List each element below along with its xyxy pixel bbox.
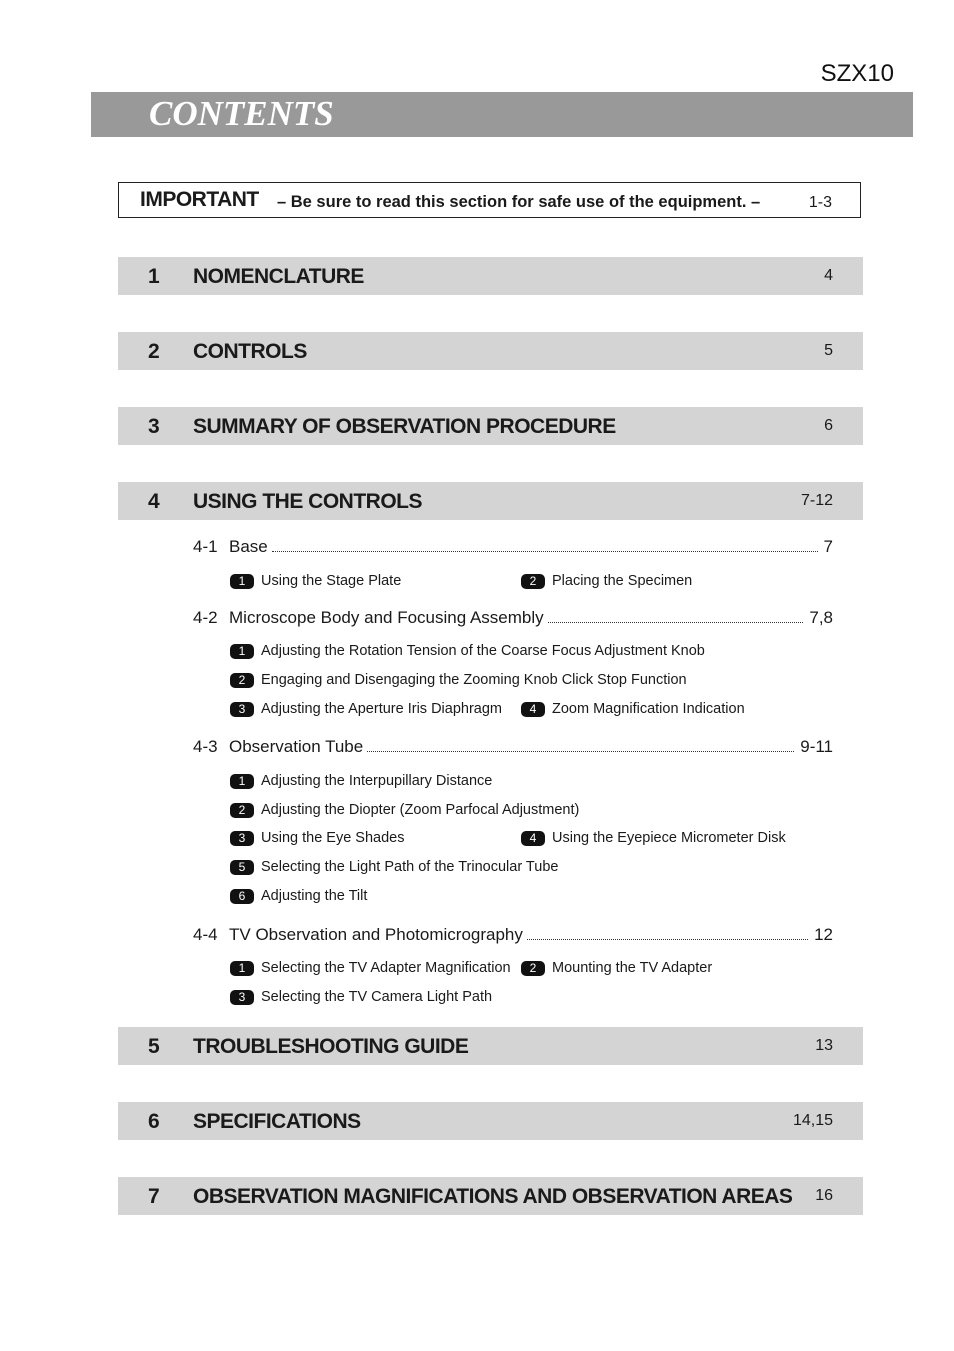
important-description: – Be sure to read this section for safe use of the equipment. – bbox=[277, 193, 761, 211]
list-item[interactable] bbox=[230, 801, 579, 819]
item-number-badge: 4 bbox=[521, 702, 545, 717]
subsection-title: Observation Tube bbox=[229, 737, 364, 756]
section-title: USING THE CONTROLS bbox=[193, 490, 423, 513]
section-page: 7-12 bbox=[800, 492, 833, 509]
section-number: 5 bbox=[148, 1035, 160, 1058]
subsection-number: 4-1 bbox=[193, 537, 218, 556]
list-item[interactable] bbox=[230, 988, 492, 1006]
list-item[interactable] bbox=[230, 887, 367, 905]
subsection-4-2[interactable] bbox=[193, 608, 833, 630]
item-text: Selecting the TV Camera Light Path bbox=[261, 989, 493, 1005]
section-number: 3 bbox=[148, 415, 160, 438]
subsection-page: 7,8 bbox=[809, 608, 833, 627]
item-text: Adjusting the Tilt bbox=[261, 888, 368, 904]
item-number-badge: 3 bbox=[230, 831, 254, 846]
list-item[interactable] bbox=[521, 829, 786, 847]
section-page: 14,15 bbox=[792, 1112, 833, 1129]
section-number: 6 bbox=[148, 1110, 160, 1133]
section-number: 1 bbox=[148, 265, 160, 288]
section-page: 4 bbox=[824, 267, 833, 284]
item-text: Adjusting the Interpupillary Distance bbox=[261, 773, 493, 789]
list-item[interactable] bbox=[230, 772, 492, 790]
item-number-badge: 1 bbox=[230, 774, 254, 789]
item-number-badge: 3 bbox=[230, 990, 254, 1005]
item-text: Adjusting the Aperture Iris Diaphragm bbox=[261, 701, 502, 717]
item-text: Using the Eyepiece Micrometer Disk bbox=[552, 830, 786, 846]
section-page: 6 bbox=[824, 417, 833, 434]
list-item[interactable] bbox=[521, 700, 745, 718]
section-6[interactable] bbox=[118, 1102, 863, 1140]
item-text: Engaging and Disengaging the Zooming Knob Click Stop Function bbox=[261, 672, 687, 688]
list-item[interactable] bbox=[521, 959, 712, 977]
list-item[interactable] bbox=[521, 572, 692, 590]
subsection-number: 4-2 bbox=[193, 608, 218, 627]
subsection-number: 4-4 bbox=[193, 925, 218, 944]
subsection-page: 9-11 bbox=[800, 737, 833, 756]
item-number-badge: 1 bbox=[230, 961, 254, 976]
item-number-badge: 2 bbox=[230, 803, 254, 818]
item-text: Selecting the Light Path of the Trinocular Tube bbox=[261, 859, 559, 875]
section-3[interactable] bbox=[118, 407, 863, 445]
item-text: Zoom Magnification Indication bbox=[552, 701, 745, 717]
contents-banner bbox=[91, 92, 913, 137]
list-item[interactable] bbox=[230, 572, 401, 590]
item-number-badge: 2 bbox=[521, 574, 545, 589]
model-name: SZX10 bbox=[820, 60, 894, 87]
section-number: 7 bbox=[148, 1185, 160, 1208]
dot-leader bbox=[548, 610, 804, 623]
section-title: OBSERVATION MAGNIFICATIONS AND OBSERVATION AREAS bbox=[193, 1185, 793, 1208]
list-item[interactable] bbox=[230, 829, 404, 847]
item-text: Adjusting the Rotation Tension of the Coarse Focus Adjustment Knob bbox=[261, 643, 705, 659]
section-number: 2 bbox=[148, 340, 160, 363]
item-text: Placing the Specimen bbox=[552, 573, 693, 589]
page-title: CONTENTS bbox=[149, 94, 334, 133]
section-5[interactable] bbox=[118, 1027, 863, 1065]
item-number-badge: 1 bbox=[230, 644, 254, 659]
item-number-badge: 2 bbox=[521, 961, 545, 976]
dot-leader bbox=[272, 539, 818, 552]
item-number-badge: 1 bbox=[230, 574, 254, 589]
subsection-4-4[interactable] bbox=[193, 925, 833, 947]
section-2[interactable] bbox=[118, 332, 863, 370]
important-label: IMPORTANT bbox=[140, 188, 259, 211]
section-title: TROUBLESHOOTING GUIDE bbox=[193, 1035, 469, 1058]
section-title: SPECIFICATIONS bbox=[193, 1110, 361, 1133]
list-item[interactable] bbox=[230, 959, 511, 977]
item-text: Adjusting the Diopter (Zoom Parfocal Adjustment) bbox=[261, 802, 580, 818]
item-number-badge: 6 bbox=[230, 889, 254, 904]
item-text: Using the Eye Shades bbox=[261, 830, 405, 846]
item-number-badge: 3 bbox=[230, 702, 254, 717]
item-number-badge: 4 bbox=[521, 831, 545, 846]
section-7[interactable] bbox=[118, 1177, 863, 1215]
subsection-title: Microscope Body and Focusing Assembly bbox=[229, 608, 544, 627]
important-entry[interactable] bbox=[118, 182, 861, 218]
item-text: Mounting the TV Adapter bbox=[552, 960, 713, 976]
subsection-4-1[interactable] bbox=[193, 537, 833, 559]
list-item[interactable] bbox=[230, 642, 705, 660]
subsection-number: 4-3 bbox=[193, 737, 218, 756]
section-title: NOMENCLATURE bbox=[193, 265, 364, 288]
subsection-4-3[interactable] bbox=[193, 737, 833, 759]
subsection-title: Base bbox=[229, 537, 268, 556]
section-number: 4 bbox=[148, 490, 160, 513]
item-number-badge: 5 bbox=[230, 860, 254, 875]
subsection-page: 12 bbox=[814, 925, 833, 944]
list-item[interactable] bbox=[230, 700, 502, 718]
section-page: 13 bbox=[815, 1037, 833, 1054]
section-title: SUMMARY OF OBSERVATION PROCEDURE bbox=[193, 415, 616, 438]
section-1[interactable] bbox=[118, 257, 863, 295]
section-page: 5 bbox=[824, 342, 833, 359]
item-text: Selecting the TV Adapter Magnification bbox=[261, 960, 511, 976]
section-4[interactable] bbox=[118, 482, 863, 520]
subsection-title: TV Observation and Photomicrography bbox=[229, 925, 523, 944]
important-page: 1-3 bbox=[808, 194, 832, 211]
dot-leader bbox=[527, 927, 808, 940]
list-item[interactable] bbox=[230, 671, 687, 689]
section-page: 16 bbox=[815, 1187, 833, 1204]
list-item[interactable] bbox=[230, 858, 558, 876]
item-text: Using the Stage Plate bbox=[261, 573, 402, 589]
item-number-badge: 2 bbox=[230, 673, 254, 688]
subsection-page: 7 bbox=[823, 537, 833, 556]
section-title: CONTROLS bbox=[193, 340, 307, 363]
dot-leader bbox=[367, 739, 794, 752]
